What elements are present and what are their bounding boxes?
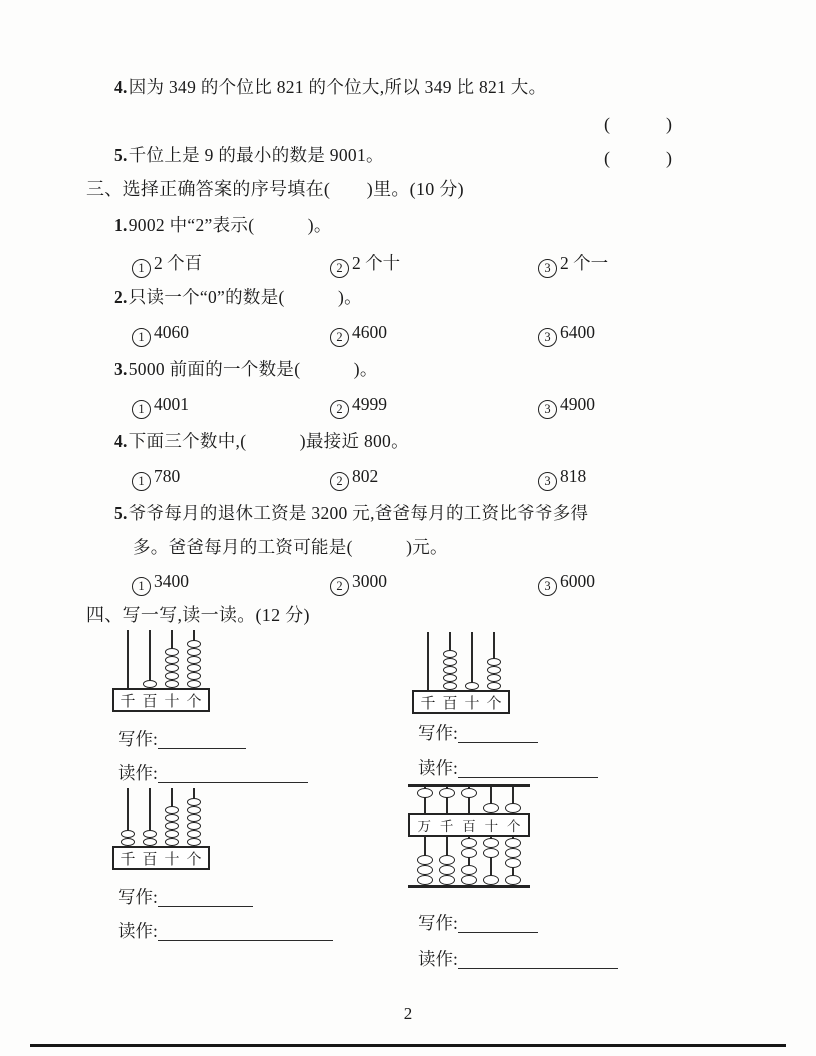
place-label: 万 [417, 819, 431, 834]
options-row [132, 571, 772, 595]
option[interactable] [132, 250, 202, 278]
abacus-bead [443, 658, 457, 666]
section-title-choice: 三、选择正确答案的序号填在( )里。(10 分) [86, 179, 464, 199]
option[interactable] [538, 571, 595, 596]
option-number-circle: 3 [538, 472, 557, 491]
abacus-upper-bead [461, 788, 477, 798]
section-title-write-read: 四、写一写,读一读。(12 分) [86, 605, 310, 625]
judge-item [114, 76, 546, 99]
place-label: 个 [507, 819, 521, 834]
option-label: 818 [560, 466, 587, 486]
option[interactable] [330, 571, 387, 596]
abacus-1 [112, 630, 210, 712]
abacus-bead [487, 666, 501, 674]
abacus-place-labels [408, 813, 530, 837]
place-label: 百 [442, 695, 458, 712]
place-label: 千 [120, 851, 136, 868]
abacus-bead [165, 814, 179, 822]
options-row [132, 394, 772, 418]
footer-rule [30, 1044, 786, 1047]
option[interactable] [132, 466, 180, 491]
abacus-bead [165, 672, 179, 680]
option-number-circle: 2 [330, 328, 349, 347]
question-text-continued: 多。爸爸每月的工资可能是( )元。 [133, 537, 448, 557]
read-blank[interactable] [458, 953, 618, 969]
write-label: 写作: [118, 729, 158, 749]
option[interactable] [330, 322, 387, 347]
option-label: 6400 [560, 322, 595, 342]
read-label: 读作: [118, 921, 158, 941]
option[interactable] [132, 571, 189, 596]
option-label: 4060 [154, 322, 189, 342]
question-text: 下面三个数中,( )最接近 800。 [128, 431, 409, 451]
question-number: 5. [114, 503, 128, 523]
abacus-bead [121, 830, 135, 838]
abacus-bead [165, 822, 179, 830]
abacus-upper-bead [483, 803, 499, 813]
write-label: 写作: [418, 723, 458, 743]
option-number-circle: 1 [132, 259, 151, 278]
abacus-bead [187, 640, 201, 648]
abacus-bead [187, 648, 201, 656]
place-label: 百 [142, 693, 158, 710]
abacus-3 [112, 788, 210, 870]
abacus-bead [461, 838, 477, 848]
option-label: 3400 [154, 571, 189, 591]
option-label: 2 个一 [560, 253, 609, 273]
question-text: 因为 349 的个位比 821 的个位大,所以 349 比 821 大。 [128, 77, 547, 97]
abacus-bead [165, 664, 179, 672]
abacus-2 [412, 632, 510, 714]
options-row [132, 322, 772, 346]
option-number-circle: 3 [538, 577, 557, 596]
abacus-bead [187, 656, 201, 664]
abacus-bead [443, 666, 457, 674]
option-label: 780 [154, 466, 181, 486]
abacus-bead [187, 806, 201, 814]
abacus-bead [487, 674, 501, 682]
abacus-bead [143, 680, 157, 688]
option-number-circle: 1 [132, 577, 151, 596]
place-label: 个 [486, 695, 502, 712]
options-row [132, 250, 772, 274]
question-text: 爷爷每月的退休工资是 3200 元,爸爸每月的工资比爷爷多得 [128, 503, 589, 523]
abacus-bead [165, 680, 179, 688]
place-label: 百 [142, 851, 158, 868]
abacus-bead [487, 682, 501, 690]
judge-item [114, 144, 384, 167]
question-number: 4. [114, 431, 128, 451]
write-label: 写作: [418, 913, 458, 933]
answer-parens[interactable]: ( ) [604, 114, 673, 134]
abacus-bead [439, 855, 455, 865]
write-label: 写作: [118, 887, 158, 907]
write-blank[interactable] [458, 727, 538, 743]
abacus-bead [187, 814, 201, 822]
page-number: 2 [403, 1004, 413, 1023]
abacus-bead [165, 830, 179, 838]
place-label: 个 [186, 693, 202, 710]
write-row [418, 910, 538, 935]
option-label: 4900 [560, 394, 595, 414]
abacus-place-labels [412, 690, 510, 714]
abacus-upper-bead [505, 803, 521, 813]
option-label: 4999 [352, 394, 387, 414]
abacus-bead [443, 682, 457, 690]
abacus-bead [505, 838, 521, 848]
option[interactable] [538, 466, 586, 491]
abacus-bead [165, 648, 179, 656]
question [114, 502, 588, 525]
abacus-bead [483, 838, 499, 848]
abacus-bead [187, 664, 201, 672]
option[interactable] [538, 394, 595, 419]
abacus-bead [417, 865, 433, 875]
write-row [118, 726, 246, 751]
option-number-circle: 3 [538, 259, 557, 278]
place-label: 千 [120, 693, 136, 710]
option-label: 4001 [154, 394, 189, 414]
abacus-rod [427, 632, 429, 692]
write-row [418, 720, 538, 745]
option-number-circle: 2 [330, 400, 349, 419]
question-number: 5. [114, 145, 128, 165]
abacus-upper-bead [417, 788, 433, 798]
abacus-bead [417, 875, 433, 885]
question-text: 9002 中“2”表示( )。 [128, 215, 332, 235]
write-blank[interactable] [458, 917, 538, 933]
abacus-bead [505, 875, 521, 885]
place-label: 千 [420, 695, 436, 712]
question [114, 214, 332, 237]
place-label: 十 [464, 695, 480, 712]
question-number: 1. [114, 215, 128, 235]
place-label: 千 [439, 819, 454, 834]
question-number: 3. [114, 359, 128, 379]
option-label: 2 个百 [154, 253, 203, 273]
abacus-place-labels [112, 688, 210, 712]
option-number-circle: 2 [330, 259, 349, 278]
abacus-4 [408, 784, 530, 888]
write-blank[interactable] [158, 891, 253, 907]
read-blank[interactable] [158, 767, 308, 783]
question-text: 5000 前面的一个数是( )。 [128, 359, 378, 379]
abacus-bead [461, 865, 477, 875]
place-label: 十 [164, 693, 180, 710]
option-number-circle: 3 [538, 328, 557, 347]
abacus-bead [439, 865, 455, 875]
abacus-bead [483, 848, 499, 858]
option[interactable] [330, 250, 400, 278]
abacus-bead [187, 798, 201, 806]
abacus-bead [505, 858, 521, 868]
abacus-bead [487, 658, 501, 666]
option[interactable] [538, 322, 595, 347]
write-blank[interactable] [158, 733, 246, 749]
abacus-bead [187, 838, 201, 846]
abacus-bead [165, 806, 179, 814]
read-row [118, 760, 308, 785]
option-number-circle: 2 [330, 577, 349, 596]
read-row [418, 755, 598, 780]
question [114, 286, 362, 309]
abacus-bead [461, 848, 477, 858]
abacus-bead [187, 680, 201, 688]
abacus-bead [187, 672, 201, 680]
question-number: 2. [114, 287, 128, 307]
answer-parens[interactable]: ( ) [604, 148, 673, 168]
option-number-circle: 1 [132, 400, 151, 419]
abacus-rod [127, 630, 129, 690]
abacus-bead [143, 830, 157, 838]
abacus-bead [143, 838, 157, 846]
abacus-bead [417, 855, 433, 865]
abacus-bead [121, 838, 135, 846]
read-row [118, 918, 333, 943]
place-label: 个 [186, 851, 202, 868]
option[interactable] [132, 322, 189, 347]
read-label: 读作: [418, 949, 458, 969]
options-row [132, 466, 772, 490]
question [114, 358, 378, 381]
abacus-bead [187, 822, 201, 830]
abacus-bead [505, 848, 521, 858]
abacus-bead [187, 830, 201, 838]
question-number: 4. [114, 77, 128, 97]
option[interactable] [330, 466, 378, 491]
option[interactable] [132, 394, 189, 419]
option-label: 3000 [352, 571, 387, 591]
abacus-bead [165, 838, 179, 846]
question-text: 千位上是 9 的最小的数是 9001。 [128, 145, 384, 165]
write-row [118, 884, 253, 909]
option[interactable] [330, 394, 387, 419]
abacus-bead [465, 682, 479, 690]
option-number-circle: 1 [132, 328, 151, 347]
place-label: 十 [164, 851, 180, 868]
option-label: 6000 [560, 571, 595, 591]
abacus-place-labels [112, 846, 210, 870]
option[interactable] [538, 250, 608, 278]
abacus-bead [443, 650, 457, 658]
question-text: 只读一个“0”的数是( )。 [128, 287, 362, 307]
abacus-bead [461, 875, 477, 885]
read-blank[interactable] [458, 762, 598, 778]
option-number-circle: 1 [132, 472, 151, 491]
read-blank[interactable] [158, 925, 333, 941]
abacus-bead [165, 656, 179, 664]
option-label: 4600 [352, 322, 387, 342]
place-label: 百 [462, 819, 476, 834]
option-number-circle: 3 [538, 400, 557, 419]
read-label: 读作: [418, 758, 458, 778]
place-label: 十 [484, 819, 499, 834]
abacus-upper-bead [439, 788, 455, 798]
option-number-circle: 2 [330, 472, 349, 491]
abacus-bead [483, 875, 499, 885]
abacus-bottom-bar [408, 885, 530, 888]
question [114, 430, 409, 453]
read-label: 读作: [118, 763, 158, 783]
option-label: 802 [352, 466, 379, 486]
abacus-bead [439, 875, 455, 885]
read-row [418, 946, 618, 971]
abacus-bead [443, 674, 457, 682]
option-label: 2 个十 [352, 253, 401, 273]
